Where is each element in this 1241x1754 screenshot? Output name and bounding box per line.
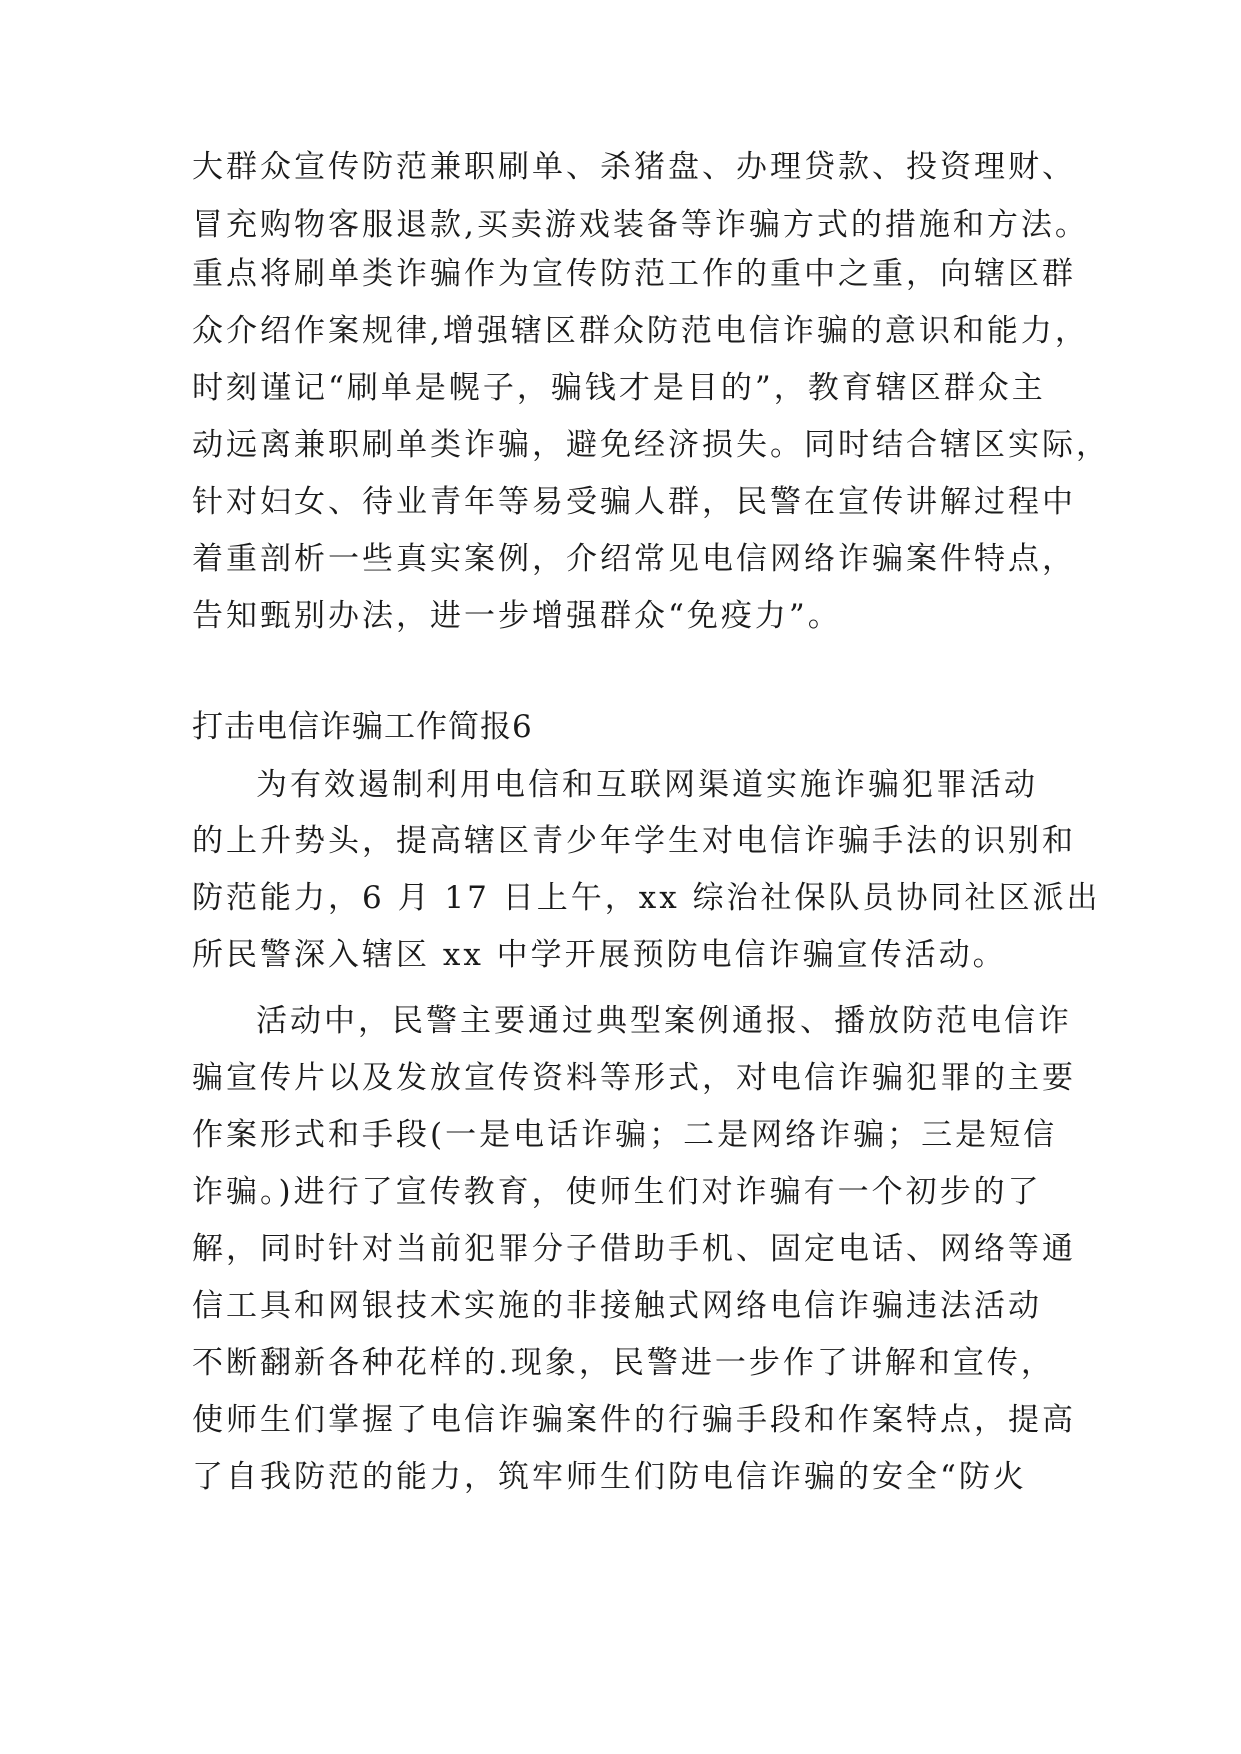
text-line: 所民警深入辖区 xx 中学开展预防电信诈骗宣传活动。 [192, 937, 1007, 973]
text-line: 动远离兼职刷单类诈骗，避免经济损失。同时结合辖区实际， [192, 427, 1110, 463]
text-line: 着重剖析一些真实案例，介绍常见电信网络诈骗案件特点， [192, 541, 1076, 577]
section-heading: 打击电信诈骗工作简报6 [192, 709, 533, 745]
text-line: 防范能力，6 月 17 日上午，xx 综治社保队员协同社区派出 [192, 880, 1101, 916]
text-line: 了自我防范的能力，筑牢师生们防电信诈骗的安全“防火 [192, 1459, 1027, 1495]
text-line: 冒充购物客服退款,买卖游戏装备等诈骗方式的措施和方法。 [192, 207, 1089, 243]
text-line: 解，同时针对当前犯罪分子借助手机、固定电话、网络等通 [192, 1231, 1076, 1267]
text-line: 使师生们掌握了电信诈骗案件的行骗手段和作案特点，提高 [192, 1402, 1076, 1438]
text-line: 为有效遏制利用电信和互联网渠道实施诈骗犯罪活动 [256, 767, 1038, 803]
text-line: 活动中，民警主要通过典型案例通报、播放防范电信诈 [256, 1003, 1072, 1039]
text-line: 的上升势头，提高辖区青少年学生对电信诈骗手法的识别和 [192, 823, 1076, 859]
text-line: 作案形式和手段(一是电话诈骗；二是网络诈骗；三是短信 [192, 1117, 1058, 1153]
text-line: 重点将刷单类诈骗作为宣传防范工作的重中之重，向辖区群 [192, 256, 1076, 292]
text-line: 信工具和网银技术实施的非接触式网络电信诈骗违法活动 [192, 1288, 1042, 1324]
text-line: 针对妇女、待业青年等易受骗人群，民警在宣传讲解过程中 [192, 484, 1076, 520]
text-line: 众介绍作案规律,增强辖区群众防范电信诈骗的意识和能力， [192, 313, 1089, 349]
text-line: 骗宣传片以及发放宣传资料等形式，对电信诈骗犯罪的主要 [192, 1060, 1076, 1096]
text-line: 诈骗。)进行了宣传教育，使师生们对诈骗有一个初步的了 [192, 1174, 1042, 1210]
text-line: 不断翻新各种花样的.现象，民警进一步作了讲解和宣传， [192, 1345, 1055, 1381]
text-line: 大群众宣传防范兼职刷单、杀猪盘、办理贷款、投资理财、 [192, 149, 1076, 185]
text-line: 告知甄别办法，进一步增强群众“免疫力”。 [192, 598, 842, 634]
text-line: 时刻谨记“刷单是幌子，骗钱才是目的”，教育辖区群众主 [192, 370, 1046, 406]
